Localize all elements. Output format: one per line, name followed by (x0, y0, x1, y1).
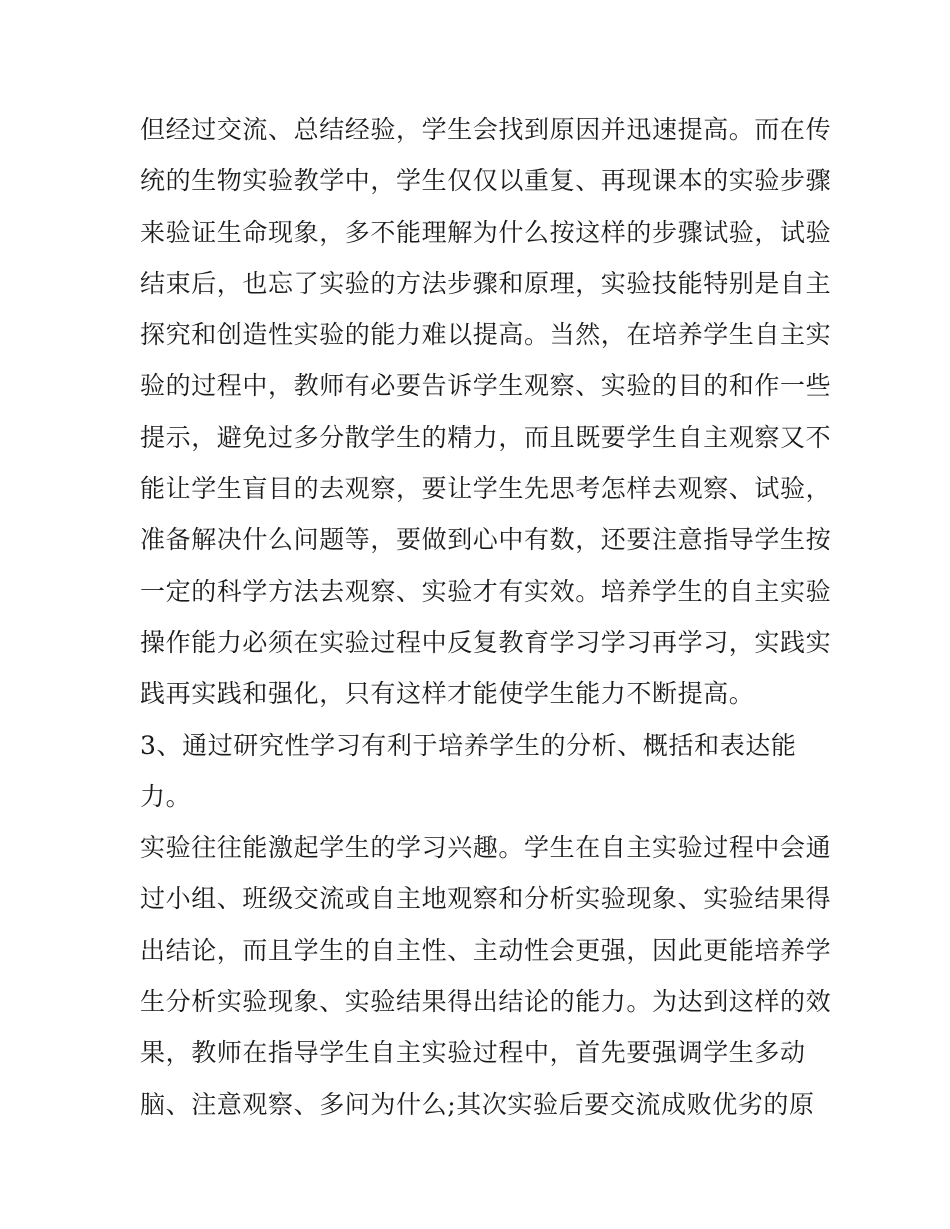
text-line: 统的生物实验教学中，学生仅仅以重复、再现课本的实验步骤 (140, 166, 832, 196)
text-line: 准备解决什么问题等，要做到心中有数，还要注意指导学生按 (140, 525, 832, 555)
text-line: 来验证生命现象，多不能理解为什么按这样的步骤试验，试验 (140, 217, 832, 247)
text-line: 探究和创造性实验的能力难以提高。当然，在培养学生自主实 (140, 320, 832, 350)
text-line: 结束后，也忘了实验的方法步骤和原理，实验技能特别是自主 (140, 268, 832, 298)
text-line: 操作能力必须在实验过程中反复教育学习学习再学习，实践实 (140, 627, 832, 657)
text-line: 一定的科学方法去观察、实验才有实效。培养学生的自主实验 (140, 576, 832, 606)
text-line: 生分析实验现象、实验结果得出结论的能力。为达到这样的效 (140, 987, 832, 1017)
text-line: 验的过程中，教师有必要告诉学生观察、实验的目的和作一些 (140, 371, 832, 401)
section-heading-continued: 力。 (140, 781, 192, 811)
section-heading: 3、通过研究性学习有利于培养学生的分析、概括和表达能 (140, 730, 797, 760)
text-line: 践再实践和强化，只有这样才能使学生能力不断提高。 (140, 679, 755, 709)
text-line: 但经过交流、总结经验，学生会找到原因并迅速提高。而在传 (140, 115, 832, 144)
text-line: 过小组、班级交流或自主地观察和分析实验现象、实验结果得 (140, 884, 832, 914)
body-text (140, 104, 832, 1130)
text-line: 脑、注意观察、多问为什么;其次实验后要交流成败优劣的原 (140, 1089, 815, 1119)
text-line: 果，教师在指导学生自主实验过程中，首先要强调学生多动 (140, 1038, 806, 1068)
text-line: 能让学生盲目的去观察，要让学生先思考怎样去观察、试验， (140, 474, 832, 504)
text-line: 提示，避免过多分散学生的精力，而且既要学生自主观察又不 (140, 422, 832, 452)
text-line: 实验往往能激起学生的学习兴趣。学生在自主实验过程中会通 (140, 833, 832, 863)
text-line: 出结论，而且学生的自主性、主动性会更强，因此更能培养学 (140, 935, 832, 965)
